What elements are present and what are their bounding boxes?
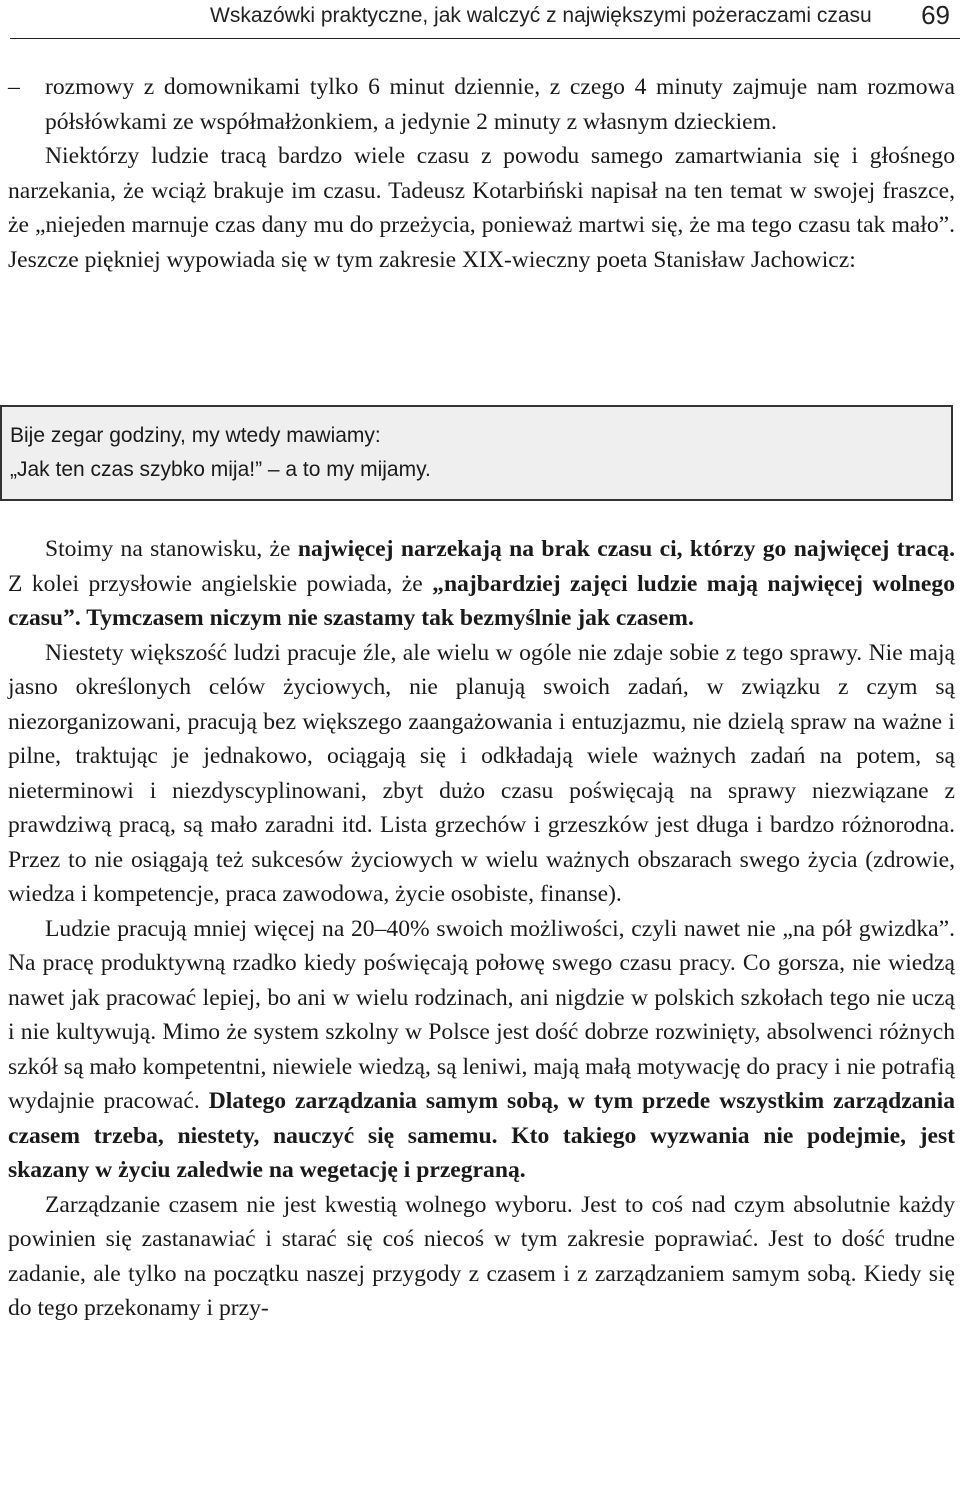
paragraph-bad-work: Niestety większość ludzi pracuje źle, ale wielu w ogóle nie zdaje sobie z tego sprawy. Nie mają jasno określonych celów życiowych, nie planują swoich zadań, w związku z czym są niezorganizowani, pracują bez większego zaangażowania i entuzjazmu, nie dzielą spraw na ważne i pilne, traktując je jednakowo, ociągają się i odkładają wiele ważnych zadań na potem, są nieterminowi i niezdyscyplinowani, zbyt dużo czasu poświęcają na sprawy niezwiązane z prawdziwą pracą, są mało zaradni itd. Lista grzechów i grzeszków jest długa i bardzo różnorodna. Przez to nie osiągają też sukcesów życiowych w wielu ważnych obszarach swego życia (zdrowie, wiedza i kompetencje, praca zawodowa, życie osobiste, finanse). xyxy=(8,639,955,907)
page-number: 69 xyxy=(921,0,950,30)
paragraph-productivity-bold: Dlatego zarządzania samym sobą, w tym przede wszystkim zarządzania czasem trzeba, niestety, nauczyć się samemu. Kto takiego wyzwania nie podejmie, jest skazany w życiu zaledwie na wegetację i przegraną. xyxy=(8,1088,955,1183)
paragraph-stance-bold-1: najwięcej narzekają na brak czasu ci, którzy go najwięcej tracą. xyxy=(297,536,955,562)
quote-line-1: Bije zegar godziny, my wtedy mawiamy: xyxy=(10,424,381,447)
paragraph-stance-text-2: Z kolei przysłowie angielskie powiada, że xyxy=(8,570,433,597)
quote-box xyxy=(0,405,953,501)
paragraph-stance xyxy=(8,532,955,636)
text-block-main xyxy=(8,532,955,1326)
running-header xyxy=(10,0,960,39)
paragraph-productivity-text: Ludzie pracują mniej więcej na 20–40% swoich możliwości, czyli nawet nie „na pół gwizdka”. Na pracę produktywną rzadko kiedy poświęcają połowę swego czasu pracy. Co gorsza, nie wiedzą nawet jak pracować lepiej, bo ani w wielu rodzinach, ani nigdzie w polskich szkołach tego nie uczą i nie kultywują. Mimo że system szkolny w Polsce jest dość dobrze rozwinięty, absolwenci różnych szkół są mało kompetentni, niewiele wiedzą, są leniwi, mają małą motywację do pracy i nie potrafią wydajnie pracować. xyxy=(8,915,955,1114)
dash-bullet: – xyxy=(8,74,20,100)
running-header-title: Wskazówki praktyczne, jak walczyć z największymi pożeraczami czasu xyxy=(210,4,872,27)
dash-list-item-text: rozmowy z domownikami tylko 6 minut dziennie, z czego 4 minuty zajmuje nam rozmowa półsłówkami ze współmałżonkiem, a jedynie 2 minuty z własnym dzieckiem. xyxy=(45,74,955,135)
text-block-top xyxy=(8,70,955,277)
quote-line-2: „Jak ten czas szybko mija!” – a to my mijamy. xyxy=(10,458,431,481)
paragraph-stance-bold-2: „najbardziej zajęci ludzie mają najwięcej wolnego czasu”. Tymczasem niczym nie szastamy tak bezmyślnie jak czasem. xyxy=(8,570,955,631)
dash-list-item xyxy=(8,70,955,139)
paragraph-complaining: Niektórzy ludzie tracą bardzo wiele czasu z powodu samego zamartwiania się i głośnego narzekania, że wciąż brakuje im czasu. Tadeusz Kotarbiński napisał na ten temat w swojej fraszce, że „niejeden marnuje czas dany mu do przeżycia, ponieważ martwi się, że ma tego czasu tak mało”. Jeszcze piękniej wypowiada się w tym zakresie XIX-wieczny poeta Stanisław Jachowicz: xyxy=(8,143,955,273)
paragraph-time-management: Zarządzanie czasem nie jest kwestią wolnego wyboru. Jest to coś nad czym absolutnie każdy powinien się zastanawiać i starać się coś niecoś w tym zakresie poprawiać. Jest to dość trudne zadanie, ale tylko na początku naszej przygody z czasem i z zarządzaniem samym sobą. Kiedy się do tego przekonamy i przy- xyxy=(8,1191,955,1321)
paragraph-stance-text-1: Stoimy na stanowisku, że xyxy=(45,536,298,562)
paragraph-productivity xyxy=(8,912,955,1188)
